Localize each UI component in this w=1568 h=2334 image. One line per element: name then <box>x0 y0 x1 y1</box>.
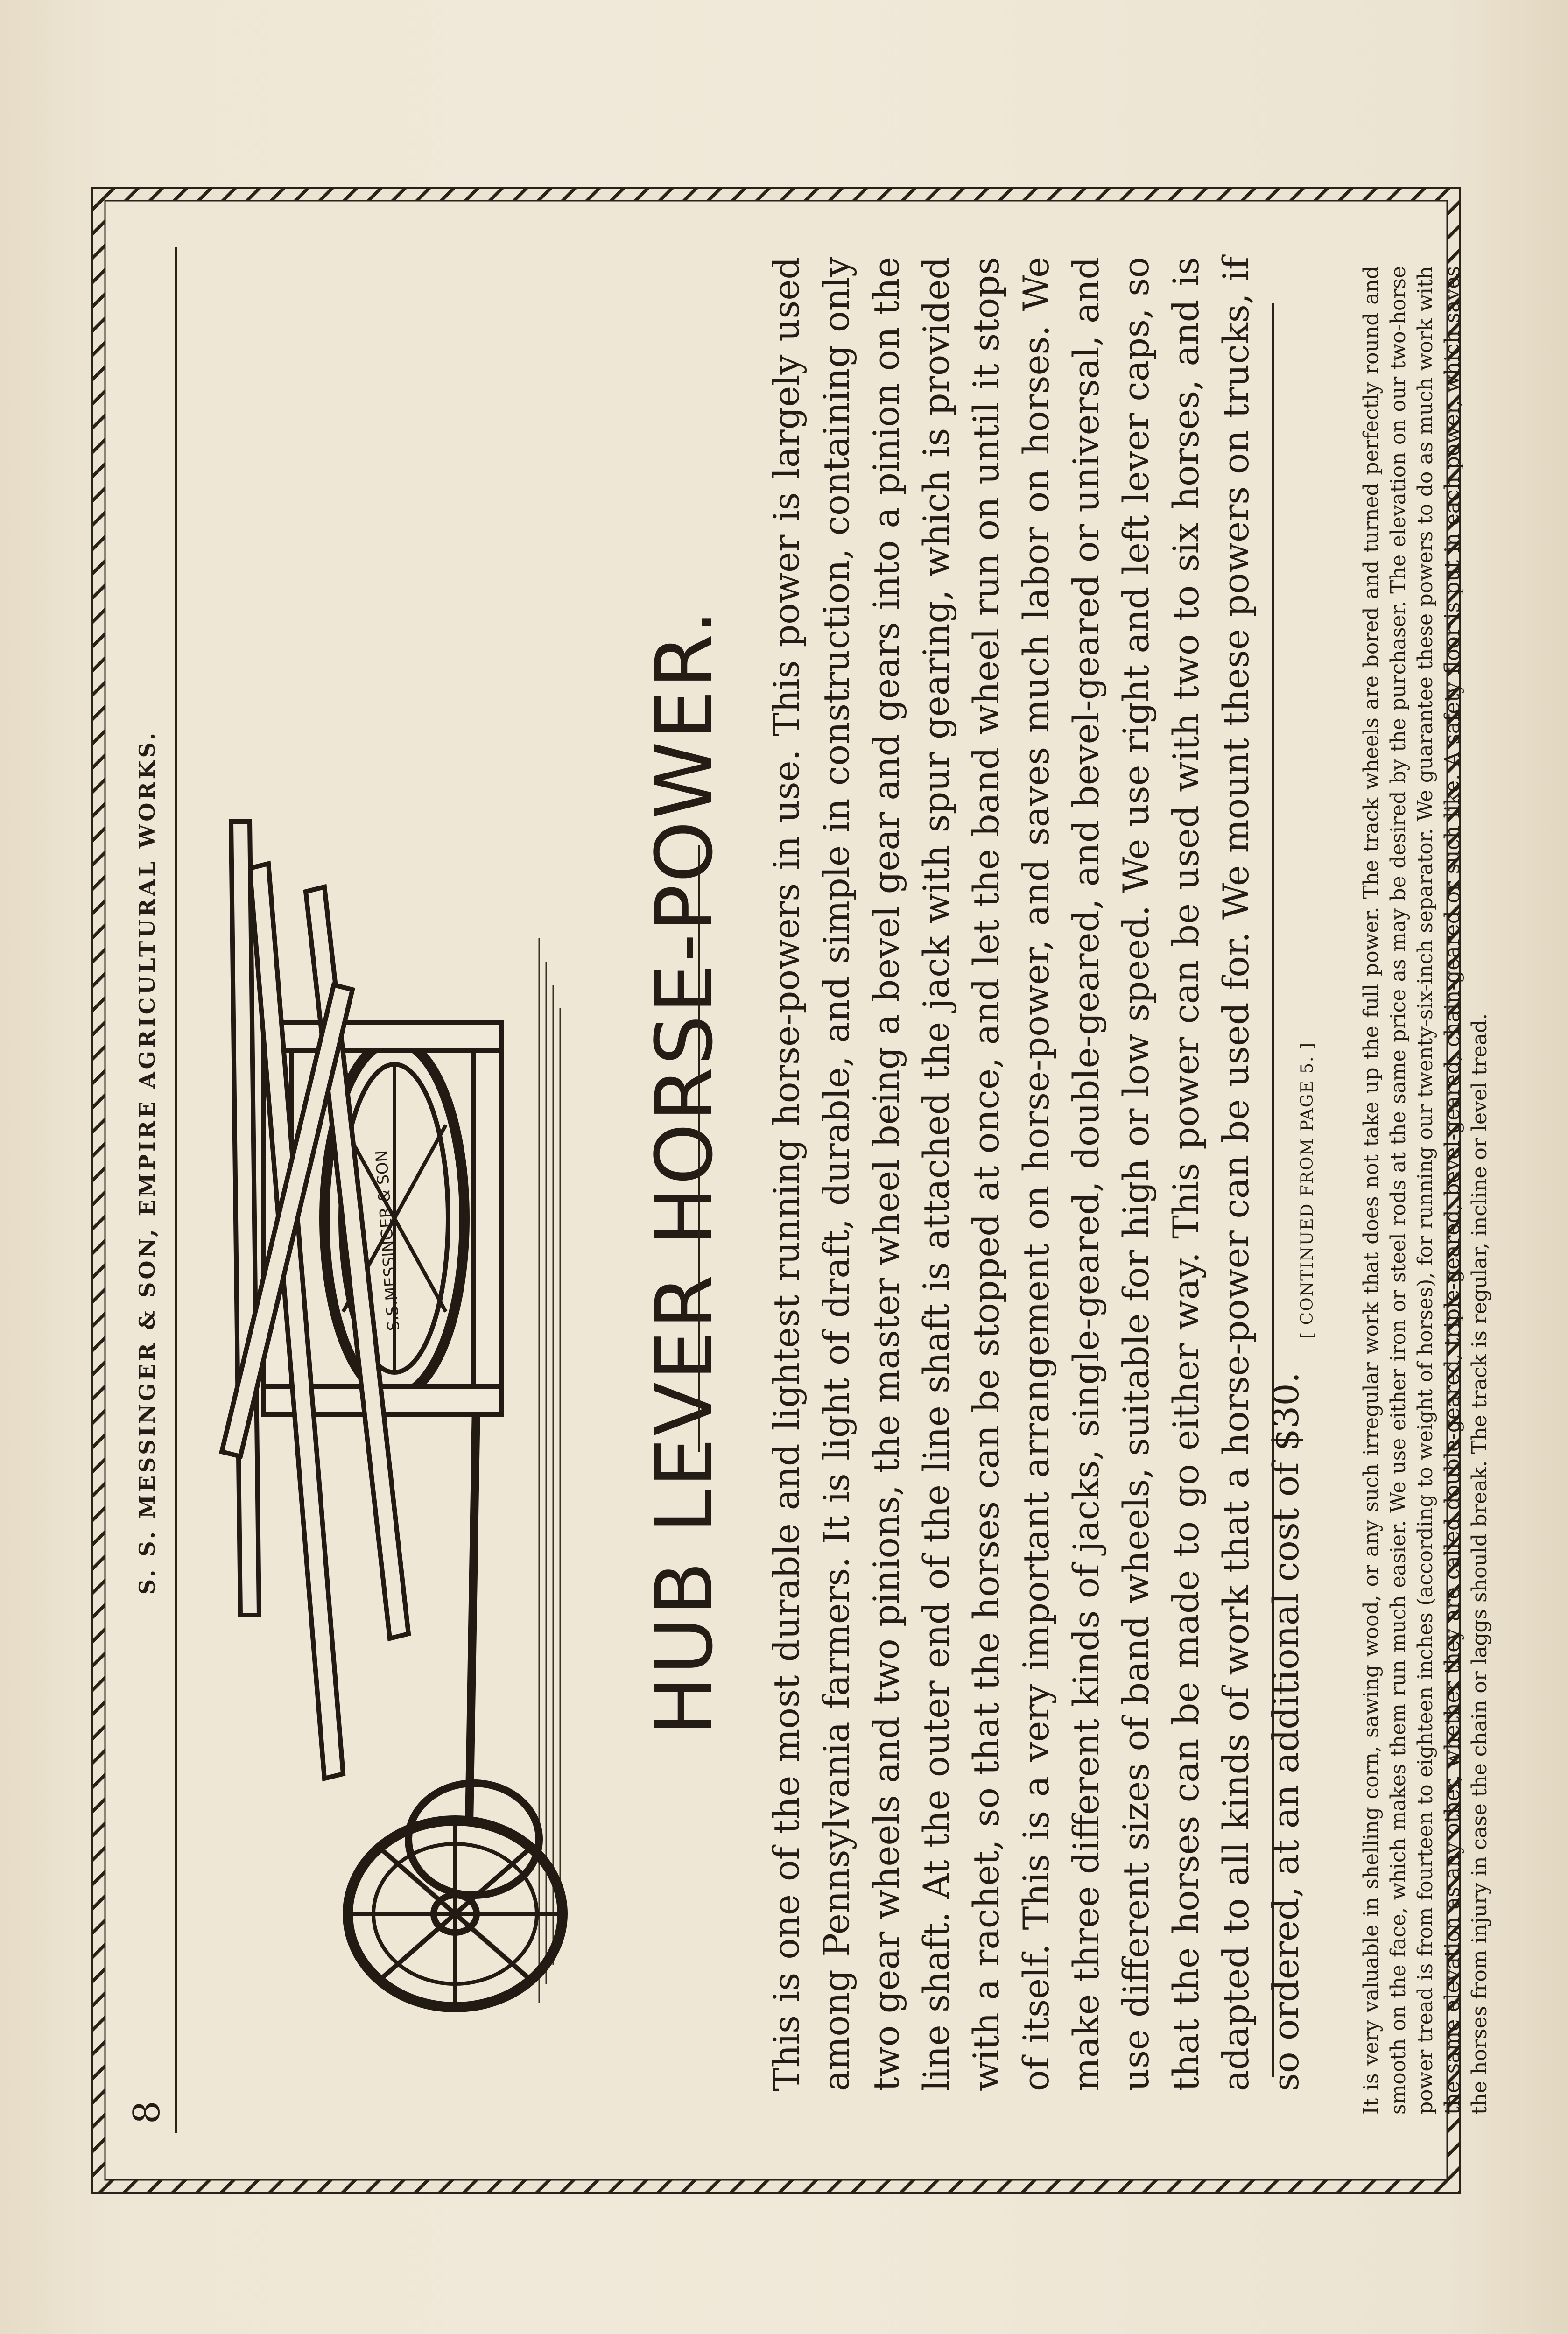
page-number: 8 <box>126 2101 168 2124</box>
continued-body: It is very valuable in shelling corn, sawing wood, or any such irregular work that does not take up the full power. The track wheels are bored and turned perfectly round and smooth on the face, which makes them run much easier. We use either iron or steel rods at the same price as may be desired by the purchaser. The elevation on our two-horse power tread is from fourteen to eighteen inches (according to weight of horses), for running our twenty-six-inch separator. We guarantee these powers to do as much work with the same elevation as any other, whether they are called double-geared, triple-geared, bevel-geared, chain-geared or such like. A safety floor is put in each power, which saves the horses from injury in case the chain or laggs should break. The track is regular, incline or level tread. <box>1359 266 1491 2115</box>
article-title: HUB LEVER HORSE-POWER. <box>638 608 730 1736</box>
title-rule <box>698 845 700 1452</box>
horse-power-engraving <box>194 798 577 2059</box>
section-rule <box>1272 303 1274 2077</box>
article-body: This is one of the most durable and lightest running horse-powers in use. This power is largely used among Pennsylvania farmers. It is light of draft, durable, and simple in construction, containing only two gear wheels and two pinions, the master wheel being a bevel gear and gears into a pinion on the line shaft. At the outer end of the line shaft is attached the jack with spur gearing, which is provided with a rachet, so that the horses can be stopped at once, and let the band wheel run on until it stops of itself. This is a very important arrangement on horse-power, and saves much labor on horses. We make three different kinds of jacks, single-geared, double-geared, and bevel-geared or universal, and use different sizes of band wheels, suitable for high or low speed. We use right and left lever caps, so that the horses can be made to go either way. This power can be used with two to six horses, and is adapted to all kinds of work that a horse-power can be used for. We mount these powers on trucks, if so ordered, at an additional cost of $30. <box>766 257 1307 2091</box>
header-rule <box>175 247 177 2133</box>
page-content <box>105 201 1491 2180</box>
maker-mark: S.S.MESSINGER & SON <box>372 1149 403 1332</box>
rotated-page <box>105 201 1491 2180</box>
page-header <box>126 257 168 2124</box>
lever-arms <box>222 822 408 1779</box>
continued-label: [ CONTINUED FROM PAGE 5. ] <box>1298 1042 1317 1339</box>
band-wheel <box>348 1783 563 2007</box>
running-head: S. S. MESSINGER & SON, EMPIRE AGRICULTURAL WORKS. <box>134 730 160 1595</box>
